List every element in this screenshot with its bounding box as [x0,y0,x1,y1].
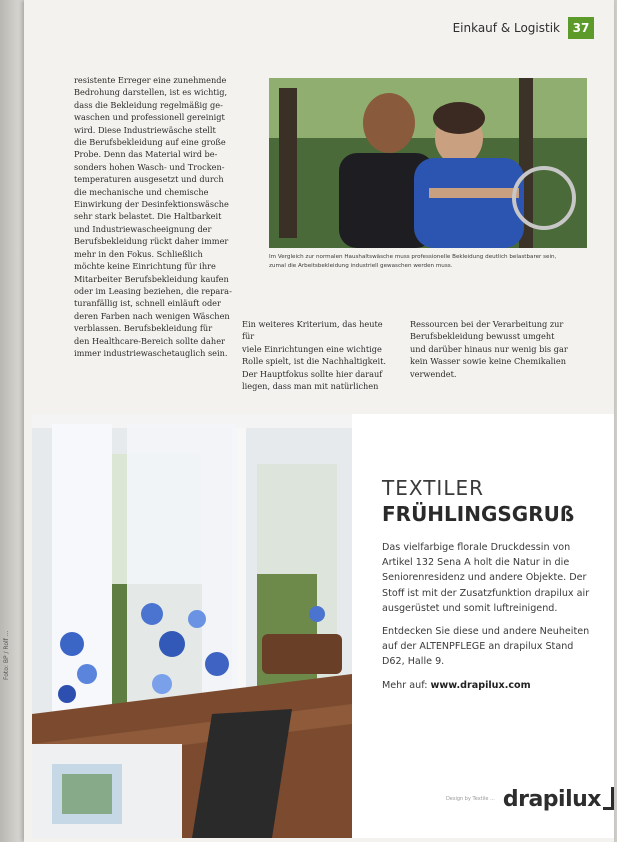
ad-body [382,540,597,693]
article-line: liegen, dass man mit natürlichen [242,381,379,392]
article-line: Ressourcen bei der Verarbeitung zur [410,319,564,329]
article-line: Berufsbekleidung bewusst umgeht [410,331,555,342]
article-line: waschen und professionell gereinigt [74,112,225,123]
article-line: und darüber hinaus nur wenig bis gar [410,343,568,354]
article-photo-caregiver-and-senior [269,78,587,248]
brand-name: drapilux [502,786,601,812]
article-line: Mitarbeiter Berufsbekleidung kaufen [74,273,229,284]
article-line: und Industriewascheeignung der [74,223,212,234]
article-line: wird. Diese Industriewäsche stellt [74,124,216,135]
article-line: möchte keine Einrichtung für ihre [74,261,216,272]
article-line: Der Hauptfokus sollte hier darauf [242,368,383,379]
ad-paragraph-1: Das vielfarbige florale Druckdessin von Artikel 132 Sena A holt die Natur in die Seniorenresidenz und andere Objekte. Der Stoff ist mit der Zusatzfunktion drapilux air ausgerüstet und somit luftreinigend. [382,542,590,614]
photo-caption: Im Vergleich zur normalen Haushaltswäsche muss professionelle Bekleidung deutlich belastbarer sein, zumal die Arbeitsbekleidung industriell gewaschen werden muss. [269,254,557,269]
ad-photo-illustration [32,414,352,838]
article-line: die mechanische und chemische [74,186,209,197]
article-line: immer industriewaschetauglich sein. [74,347,228,358]
article-line: turanfällig ist, schnell einläuft oder [74,298,221,309]
article-line: verblassen. Berufsbekleidung für [74,323,213,334]
article-column-3 [410,318,580,380]
photo-illustration [269,78,587,248]
page-number-badge: 37 [568,17,594,39]
article-column-1 [74,74,254,359]
section-title: Einkauf & Logistik [452,21,560,35]
ad-footer [412,784,614,814]
side-photo-credit: Foto: BP / Rolf ... [3,630,10,680]
article-line: sonders hohen Wasch- und Trocken- [74,161,225,172]
magazine-page [24,0,614,842]
ad-title-line-1: TEXTILER [382,476,484,500]
page-header [453,17,594,39]
brand-mark-icon [603,787,614,810]
ad-footer-small-text: Design by Textile ... [445,796,495,802]
article-line: Probe. Denn das Material wird be- [74,149,218,160]
article-line: Ein weiteres Kriterium, das heute für [242,319,383,342]
ad-title-line-2: FRÜHLINGSGRUß [382,502,575,526]
page-gutter [0,0,24,842]
ad-paragraph-2: Entdecken Sie diese und andere Neuheiten auf der ALTENPFLEGE an drapilux Stand D62, Halle 9. [382,626,590,668]
drapilux-advertisement [32,414,614,838]
article-line: Einwirkung der Desinfektionswäsche [74,199,229,210]
ad-photo-curtains-room [32,414,352,838]
article-column-2 [242,318,397,392]
article-line: oder im Leasing beziehen, die repara- [74,285,232,296]
ad-website-link[interactable]: www.drapilux.com [430,679,531,691]
article-line: temperaturen ausgesetzt und durch [74,174,224,185]
article-line: viele Einrichtungen eine wichtige [242,343,382,354]
article-line: Rolle spielt, ist die Nachhaltigkeit. [242,356,386,367]
article-line: deren Farben nach wenigen Wäschen [74,310,230,321]
drapilux-logo [503,787,614,812]
article-line: verwendet. [410,368,457,379]
article-line: die Berufsbekleidung auf eine große [74,137,226,148]
article-line: Bedrohung darstellen, ist es wichtig, [74,87,228,98]
article-line: den Healthcare-Bereich sollte daher [74,335,225,346]
article-line: sehr stark belastet. Die Haltbarkeit [74,211,222,222]
article-line: resistente Erreger eine zunehmende [74,75,227,85]
article-line: dass die Bekleidung regelmäßig ge- [74,99,223,110]
ad-more-prefix: Mehr auf: [382,679,428,691]
article-line: mehr in den Fokus. Schließlich [74,248,203,259]
article-line: Berufsbekleidung rückt daher immer [74,236,229,247]
ad-more-line [382,678,597,693]
article-line: kein Wasser sowie keine Chemikalien [410,356,566,367]
